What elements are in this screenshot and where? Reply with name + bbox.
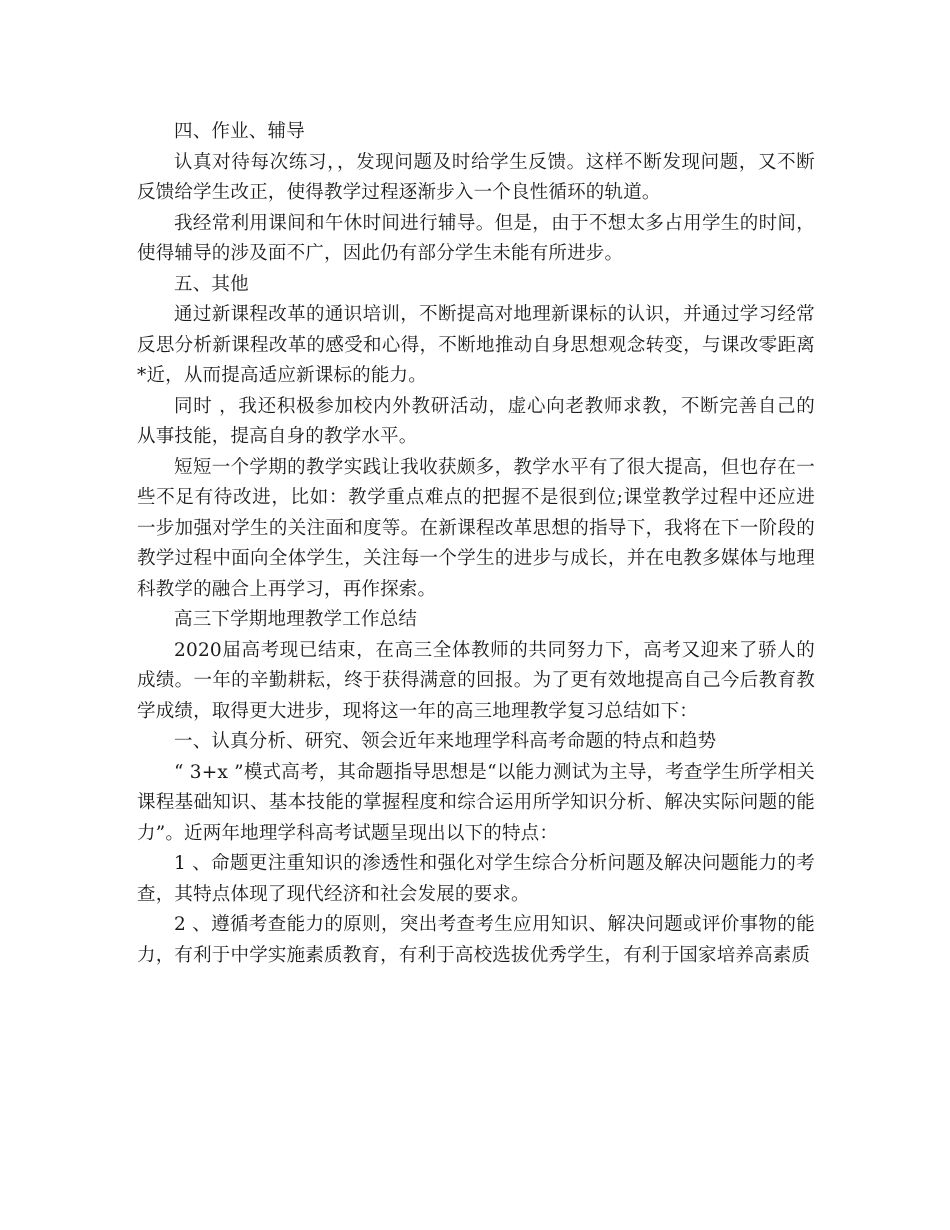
paragraph-semester-reflection: 短短一个学期的教学实践让我收获颇多，教学水平有了很大提高，但也存在一些不足有待改进，比如：教学重点难点的把握不是很到位;课堂教学过程中还应进一步加强对学生的关注面和度等。在新课程改革思想的指导下，我将在下一阶段的教学过程中面向全体学生，关注每一个学生的进步与成长，并在电教多媒体与地理科教学的融合上再学习，再作探索。	[137, 456, 815, 600]
paragraph-point-1: 1 、命题更注重知识的渗透性和强化对学生综合分析问题及解决问题能力的考查，其特点体现了现代经济和社会发展的要求。	[137, 853, 815, 905]
paragraph-practice-feedback: 认真对待每次练习，，发现问题及时给学生反馈。这样不断发现问题，又不断反馈给学生改正，使得教学过程逐渐步入一个良性循环的轨道。	[137, 151, 815, 203]
section-heading-other: 五、其他	[174, 273, 249, 295]
paragraph-curriculum-reform: 通过新课程改革的通识培训，不断提高对地理新课标的认识，并通过学习经常反思分析新课程改革的感受和心得，不断地推动自身思想观念转变，与课改零距离*近，从而提高适应新课标的能力。	[137, 304, 815, 386]
document-subtitle: 高三下学期地理教学工作总结	[174, 609, 418, 630]
section-heading-homework: 四、作业、辅导	[174, 121, 305, 142]
document-body	[137, 117, 815, 971]
paragraph-point-2: 2 、遵循考查能力的原则，突出考查考生应用知识、解决问题或评价事物的能力，有利于中学实施素质教育，有利于高校选拔优秀学生，有利于国家培养高素质	[137, 914, 815, 966]
paragraph-teaching-research: 同时 ，我还积极参加校内外教研活动，虚心向老教师求教，不断完善自己的从事技能，提高自身的教学水平。	[137, 395, 815, 447]
paragraph-exam-results: 2020届高考现已结束，在高三全体教师的共同努力下，高考又迎来了骄人的成绩。一年的辛勤耕耘，终于获得满意的回报。为了更有效地提高自己今后教育教学成绩，取得更大进步，现将这一年的高三地理教学复习总结如下：	[137, 639, 815, 722]
paragraph-tutoring: 我经常利用课间和午休时间进行辅导。但是，由于不想太多占用学生的时间，使得辅导的涉及面不广，因此仍有部分学生未能有所进步。	[137, 212, 815, 264]
section-heading-analysis: 一、认真分析、研究、领会近年来地理学科高考命题的特点和趋势	[174, 731, 717, 752]
paragraph-exam-mode: “ 3+x ”模式高考，其命题指导思想是“以能力测试为主导，考查学生所学相关课程基础知识、基本技能的掌握程度和综合运用所学知识分析、解决实际问题的能力”。近两年地理学科高考试题呈现出以下的特点：	[137, 761, 815, 844]
